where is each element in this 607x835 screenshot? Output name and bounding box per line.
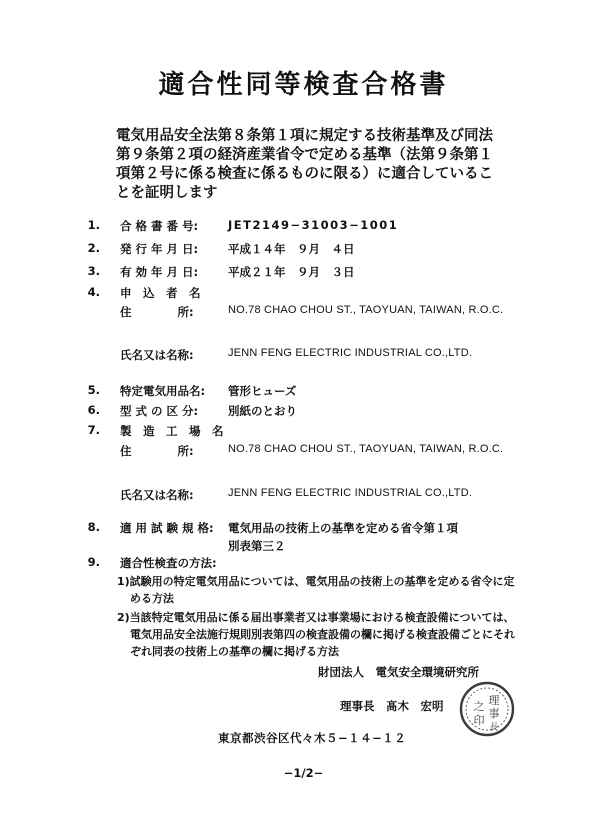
inspection-note-2 [117, 609, 515, 660]
inspection-note-1 [117, 573, 514, 607]
seal-inner-ring [466, 688, 508, 730]
item-number: 4. [87, 285, 100, 299]
factory-address-label: 住 所: [120, 444, 194, 458]
product-name-label: 特定電気用品名: [120, 384, 206, 398]
intro-line: 項第２号に係る検査に係るものに限る）に適合しているこ [116, 166, 493, 182]
item-number: 9. [87, 555, 100, 569]
item-number: 1. [87, 218, 100, 232]
issuer-address: 東京都渋谷区代々木５−１４−１２ [218, 731, 407, 745]
official-seal-stamp [458, 680, 516, 738]
note-line: 2)当該特定電気用品に係る届出事業者又は事業場における検査設備については、 [117, 611, 515, 624]
test-standard-label: 適 用 試 験 規 格: [120, 521, 214, 535]
page-number: −1/2− [283, 766, 324, 780]
issue-date-label: 発 行 年 月 日: [120, 242, 199, 256]
model-class-label: 型 式 の 区 分: [120, 404, 199, 418]
item-number: 3. [87, 264, 100, 278]
issue-date-value: 平成１４年 ９月 ４日 [228, 242, 355, 256]
issuer-chairman: 理事長 髙木 宏明 [340, 699, 444, 713]
item-number: 2. [87, 241, 100, 255]
applicant-address-label: 住 所: [120, 305, 194, 319]
intro-line: とを証明します [116, 185, 218, 201]
applicant-name-label: 氏名又は名称: [120, 348, 194, 362]
certificate-number-label: 合 格 書 番 号: [120, 219, 199, 233]
intro-statement [116, 127, 546, 203]
seal-glyph: 理 [488, 694, 500, 707]
expiry-date-label: 有 効 年 月 日: [120, 265, 199, 279]
issuer-organization: 財団法人 電気安全環境研究所 [318, 665, 479, 679]
certificate-number-value: JET2149−31003−1001 [228, 218, 399, 232]
note-line: ぞれ同表の技術上の基準の欄に掲げる方法 [130, 645, 339, 658]
applicant-address-value: NO.78 CHAO CHOU ST., TAOYUAN, TAIWAN, R.O.C. [228, 304, 504, 316]
inspection-method-label: 適合性検査の方法: [120, 556, 217, 570]
applicant-name-value: JENN FENG ELECTRIC INDUSTRIAL CO.,LTD. [228, 347, 473, 359]
factory-name-value: JENN FENG ELECTRIC INDUSTRIAL CO.,LTD. [228, 487, 473, 499]
seal-glyph: 事 [488, 707, 500, 720]
expiry-date-value: 平成２１年 ９月 ３日 [228, 265, 355, 279]
note-line: める方法 [130, 592, 174, 605]
intro-line: 第９条第２項の経済産業省令で定める基準（法第９条第１ [116, 147, 493, 163]
factory-address-value: NO.78 CHAO CHOU ST., TAOYUAN, TAIWAN, R.O.C. [228, 443, 504, 455]
applicant-label: 申 込 者 名 [120, 286, 201, 300]
item-number: 6. [87, 403, 100, 417]
intro-line: 電気用品安全法第８条第１項に規定する技術基準及び同法 [116, 128, 493, 144]
item-number: 5. [87, 383, 100, 397]
seal-glyph: 印 [473, 714, 485, 727]
factory-name-label: 氏名又は名称: [120, 488, 194, 502]
item-number: 7. [87, 423, 100, 437]
seal-outer-ring [461, 683, 513, 735]
page-title: 適合性同等検査合格書 [158, 70, 449, 100]
factory-label: 製 造 工 場 名 [120, 424, 224, 438]
test-standard-value-cont: 別表第三２ [228, 539, 286, 553]
model-class-value: 別紙のとおり [228, 404, 297, 418]
test-standard-value: 電気用品の技術上の基準を定める省令第１項 [228, 521, 458, 535]
note-line: 電気用品安全法施行規則別表第四の検査設備の欄に掲げる検査設備ごとにそれ [130, 628, 515, 641]
seal-glyph: 長 [489, 723, 499, 733]
seal-glyph: 之 [473, 700, 485, 713]
item-number: 8. [87, 520, 100, 534]
product-name-value: 管形ヒューズ [228, 384, 297, 398]
note-line: 1)試験用の特定電気用品については、電気用品の技術上の基準を定める省令に定 [117, 575, 515, 588]
